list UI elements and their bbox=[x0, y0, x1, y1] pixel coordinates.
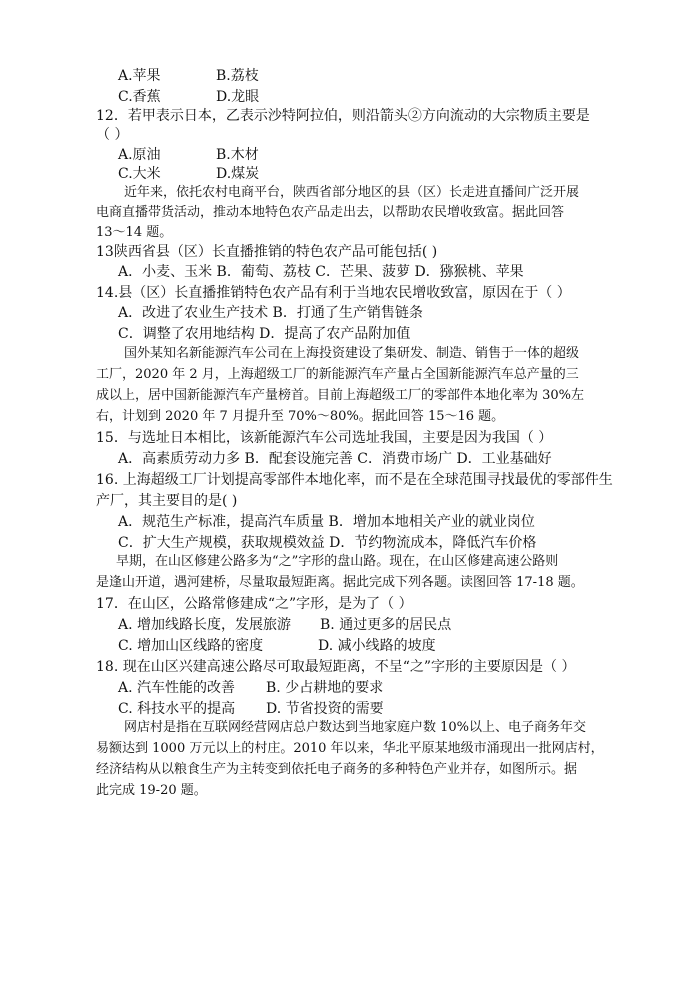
q16-options-line1: A．规范生产标准，提高汽车质量 B．增加本地相关产业的就业岗位 bbox=[118, 514, 535, 530]
q18-option-a: A. 汽车性能的改善 bbox=[118, 680, 236, 696]
passage3-line: 早期，在山区修建公路多为“之”字形的盘山路。现在，在山区修建高速公路则 bbox=[116, 554, 559, 569]
q18-option-d: D. 节省投资的需要 bbox=[266, 701, 384, 717]
passage2-line: 工厂，2020 年 2 月，上海超级工厂的新能源汽车产量占全国新能源汽车总产量的三 bbox=[96, 367, 579, 382]
q11-option-b: B.荔枝 bbox=[216, 68, 259, 84]
passage3-line: 是逢山开道，遇河建桥，尽量取最短距离。据此完成下列各题。读图回答 17-18 题。 bbox=[96, 575, 584, 590]
q13-stem: 13陕西省县（区）长直播推销的特色农产品可能包括( ) bbox=[96, 244, 438, 260]
q16-options-line2: C．扩大生产规模，获取规模效益 D．节约物流成本，降低汽车价格 bbox=[118, 535, 537, 551]
q18-option-b: B. 少占耕地的要求 bbox=[266, 680, 384, 696]
q17-option-a: A. 增加线路长度，发展旅游 bbox=[118, 617, 292, 633]
q16-stem-line1: 16. 上海超级工厂计划提高零部件本地化率，而不是在全球范围寻找最优的零部件生 bbox=[96, 472, 613, 488]
q12-option-a: A.原油 bbox=[118, 147, 161, 163]
passage4-line: 经济结构从以粮食生产为主转变到依托电子商务的多种特色产业并存，如图所示。据 bbox=[96, 762, 578, 777]
q17-option-b: B. 通过更多的居民点 bbox=[320, 617, 452, 633]
q14-stem: 14.县（区）长直播推销特色农产品有利于当地农民增收致富，原因在于（ ） bbox=[96, 285, 571, 301]
q12-option-d: D.煤炭 bbox=[216, 166, 260, 182]
passage2-line: 国外某知名新能源汽车公司在上海投资建设了集研发、制造、销售于一体的超级 bbox=[124, 346, 580, 361]
passage2-line: 成以上，居中国新能源汽车产量榜首。目前上海超级工厂的零部件本地化率为 30%左 bbox=[96, 388, 585, 403]
q11-option-c: C.香蕉 bbox=[118, 89, 161, 105]
q18-option-c: C. 科技水平的提高 bbox=[118, 701, 236, 717]
passage4-line: 此完成 19-20 题。 bbox=[96, 783, 207, 798]
q15-options: A．高素质劳动力多 B．配套设施完善 C．消费市场广 D．工业基础好 bbox=[118, 451, 552, 467]
passage1-line: 近年来，依托农村电商平台，陕西省部分地区的县（区）长走进直播间广泛开展 bbox=[124, 185, 580, 200]
passage4-line: 网店村是指在互联网经营网店总户数达到当地家庭户数 10%以上、电子商务年交 bbox=[124, 720, 587, 735]
passage2-line: 右，计划到 2020 年 7 月提升至 70%～80%。据此回答 15～16 题。 bbox=[96, 409, 505, 424]
q11-option-a: A.苹果 bbox=[118, 68, 161, 84]
passage4-line: 易额达到 1000 万元以上的村庄。2010 年以来，华北平原某地级市涌现出一批网店村， bbox=[96, 741, 604, 756]
q12-paren: （ ） bbox=[96, 127, 129, 143]
passage1-line: 电商直播带货活动，推动本地特色农产品走出去，以帮助农民增收致富。据此回答 bbox=[96, 205, 565, 220]
q17-option-d: D. 减小线路的坡度 bbox=[318, 638, 436, 654]
q11-option-d: D.龙眼 bbox=[216, 89, 260, 105]
q15-stem: 15．与选址日本相比，该新能源汽车公司选址我国，主要是因为我国（ ） bbox=[96, 430, 553, 446]
q18-stem: 18. 现在山区兴建高速公路尽可取最短距离，不呈“之”字形的主要原因是（ ） bbox=[96, 659, 576, 675]
q12-stem: 12．若甲表示日本，乙表示沙特阿拉伯，则沿箭头②方向流动的大宗物质主要是 bbox=[96, 108, 590, 124]
q13-options: A．小麦、玉米 B．葡萄、荔枝 C．芒果、菠萝 D．猕猴桃、苹果 bbox=[118, 264, 524, 280]
q17-option-c: C. 增加山区线路的密度 bbox=[118, 638, 264, 654]
passage1-line: 13～14 题。 bbox=[96, 225, 173, 240]
q12-option-c: C.大米 bbox=[118, 166, 161, 182]
q17-stem: 17．在山区，公路常修建成“之”字形，是为了（ ） bbox=[96, 596, 413, 612]
q14-options-line1: A．改进了农业生产技术 B．打通了生产销售链条 bbox=[118, 305, 423, 321]
q16-stem-line2: 产厂，其主要目的是( ) bbox=[96, 493, 238, 509]
q12-option-b: B.木材 bbox=[216, 147, 259, 163]
q14-options-line2: C．调整了农用地结构 D．提高了农产品附加值 bbox=[118, 326, 411, 342]
